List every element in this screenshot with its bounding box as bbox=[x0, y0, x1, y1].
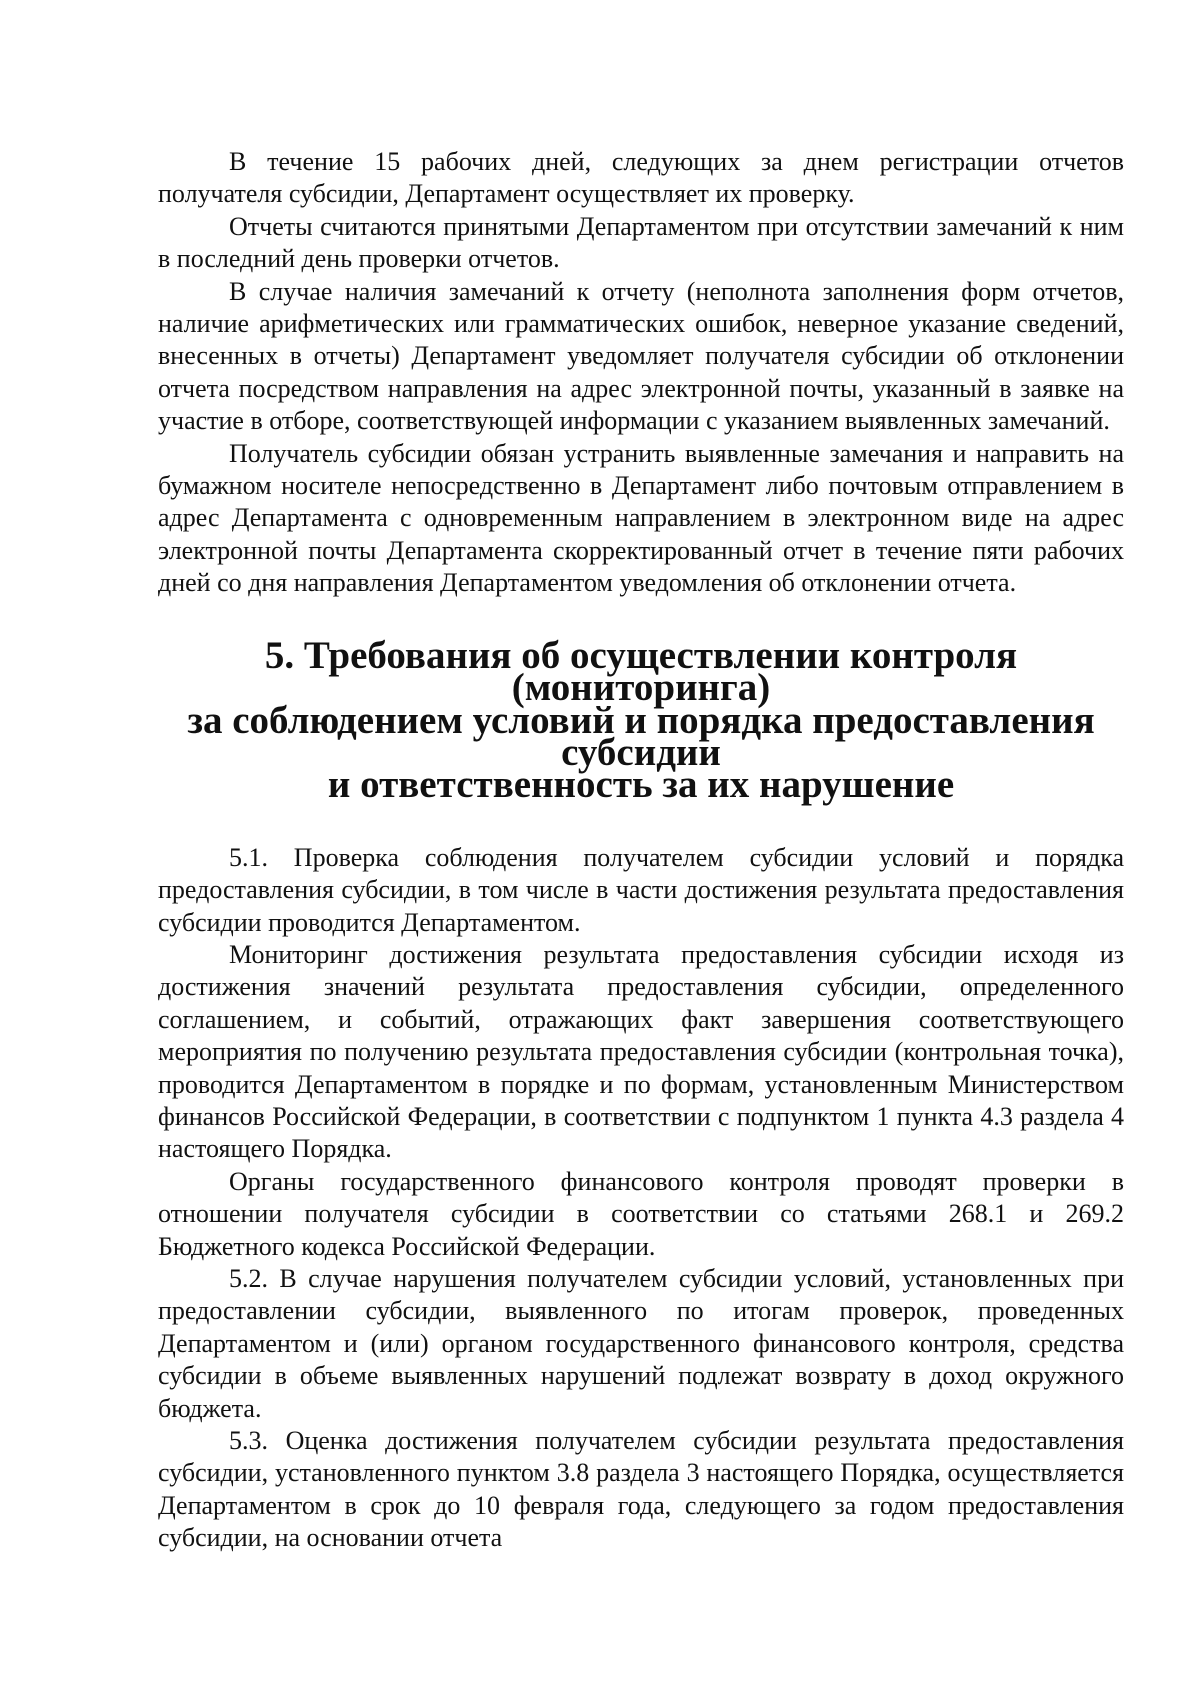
section-5-heading-line-2: за соблюдением условий и порядка предоставления субсидии bbox=[187, 698, 1095, 774]
paragraph-report-remarks: В случае наличия замечаний к отчету (неполнота заполнения форм отчетов, наличие арифметических или грамматических ошибок, неверное указание сведений, внесенных в отчеты) Департамент уведомляет получателя субсидии об отклонении отчета посредством направления на адрес электронной почты, указанный в заявке на участие в отборе, соответствующей информации с указанием выявленных замечаний. bbox=[158, 276, 1124, 436]
paragraph-report-check: В течение 15 рабочих дней, следующих за днем регистрации отчетов получателя субсидии, Департамент осуществляет их проверку. bbox=[158, 147, 1124, 209]
paragraph-recipient-obligation: Получатель субсидии обязан устранить выявленные замечания и направить на бумажном носителе непосредственно в Департамент либо почтовым отправлением в адрес Департамента с одновременным направлением в электронном виде на адрес электронной почты Департамента скорректированный отчет в течение пяти рабочих дней со дня направления Департаментом уведомления об отклонении отчета. bbox=[158, 438, 1124, 598]
section-5-heading bbox=[158, 633, 1124, 807]
paragraph-financial-control: Органы государственного финансового контроля проводят проверки в отношении получателя субсидии в соответствии со статьями 268.1 и 269.2 Бюджетного кодекса Российской Федерации. bbox=[158, 1166, 1124, 1261]
paragraph-report-accepted: Отчеты считаются принятыми Департаментом при отсутствии замечаний к ним в последний день проверки отчетов. bbox=[158, 211, 1124, 274]
paragraph-5-2: 5.2. В случае нарушения получателем субсидии условий, установленных при предоставлении субсидии, выявленного по итогам проверок, проведенных Департаментом и (или) органом государственного финансового контроля, средства субсидии в объеме выявленных нарушений подлежат возврату в доход окружного бюджета. bbox=[158, 1264, 1124, 1423]
paragraph-5-3: 5.3. Оценка достижения получателем субсидии результата предоставления субсидии, установленного пунктом 3.8 раздела 3 настоящего Порядка, осуществляется Департаментом в срок до 10 февраля года, следующего за годом предоставления субсидии, на основании отчета bbox=[158, 1426, 1124, 1553]
section-5-heading-line-1: 5. Требования об осуществлении контроля (мониторинга) bbox=[264, 633, 1018, 710]
section-5-heading-line-3: и ответственность за их нарушение bbox=[327, 763, 955, 807]
document-page bbox=[158, 146, 1124, 1555]
paragraph-monitoring: Мониторинг достижения результата предоставления субсидии исходя из достижения значений результата предоставления субсидии, определенного соглашением, и событий, отражающих факт завершения соответствующего мероприятия по получению результата предоставления субсидии (контрольная точка), проводится Департаментом в порядке и по формам, установленным Министерством финансов Российской Федерации, в соответствии с подпунктом 1 пункта 4.3 раздела 4 настоящего Порядка. bbox=[158, 939, 1124, 1164]
paragraph-5-1: 5.1. Проверка соблюдения получателем субсидии условий и порядка предоставления субсидии, в том числе в части достижения результата предоставления субсидии проводится Департаментом. bbox=[158, 842, 1124, 937]
